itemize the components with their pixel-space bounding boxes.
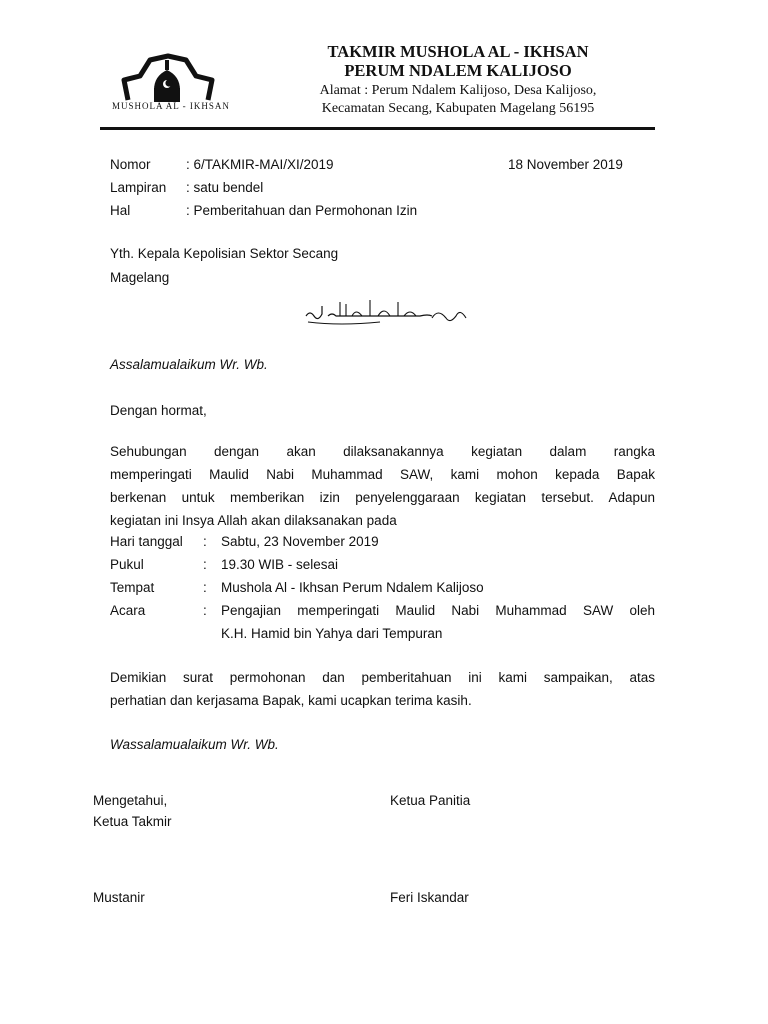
- para1-line-2: memperingati Maulid Nabi Muhammad SAW, kami mohon kepada Bapak: [110, 467, 655, 482]
- detail-label-time: Pukul: [110, 557, 144, 572]
- lampiran-value: : satu bendel: [186, 180, 264, 195]
- detail-value-event-2: K.H. Hamid bin Yahya dari Tempuran: [221, 626, 443, 641]
- address-line-2: Kecamatan Secang, Kabupaten Magelang 56195: [321, 101, 595, 116]
- signature-left-title: Mengetahui,: [93, 793, 168, 808]
- greeting: Dengan hormat,: [110, 403, 207, 418]
- detail-value-date: Sabtu, 23 November 2019: [221, 534, 379, 549]
- detail-colon: :: [203, 580, 207, 595]
- signature-right-role: Ketua Panitia: [390, 793, 471, 808]
- detail-label-event: Acara: [110, 603, 146, 618]
- detail-label-date: Hari tanggal: [110, 534, 183, 549]
- recipient-line-2: Magelang: [110, 270, 170, 285]
- basmalah-calligraphy-icon: [300, 296, 470, 330]
- para2-line-1: Demikian surat permohonan dan pemberitahuan ini kami sampaikan, atas: [110, 670, 655, 685]
- org-name: TAKMIR MUSHOLA AL - IKHSAN: [327, 42, 589, 61]
- letter-date: 18 November 2019: [508, 157, 623, 172]
- address-line-1: Alamat : Perum Ndalem Kalijoso, Desa Kalijoso,: [319, 83, 597, 98]
- detail-value-event: Pengajian memperingati Maulid Nabi Muhammad SAW oleh: [221, 603, 655, 618]
- nomor-value: : 6/TAKMIR-MAI/XI/2019: [186, 157, 334, 172]
- salam-open: Assalamualaikum Wr. Wb.: [110, 357, 268, 372]
- recipient-line-1: Yth. Kepala Kepolisian Sektor Secang: [110, 246, 339, 261]
- salam-close: Wassalamualaikum Wr. Wb.: [110, 737, 279, 752]
- detail-colon: :: [203, 603, 207, 618]
- para1-line-3: berkenan untuk memberikan izin penyelenggaraan kegiatan tersebut. Adapun: [110, 490, 655, 505]
- hal-value: : Pemberitahuan dan Permohonan Izin: [186, 203, 418, 218]
- signature-right-name: Feri Iskandar: [390, 890, 469, 905]
- detail-label-place: Tempat: [110, 580, 155, 595]
- lampiran-label: Lampiran: [110, 180, 167, 195]
- signature-left-name: Mustanir: [93, 890, 145, 905]
- nomor-label: Nomor: [110, 157, 151, 172]
- para1-line-1: Sehubungan dengan akan dilaksanakannya kegiatan dalam rangka: [110, 444, 655, 459]
- detail-colon: :: [203, 534, 207, 549]
- header-divider: [100, 127, 655, 130]
- logo-text: MUSHOLA AL - IKHSAN: [112, 101, 230, 111]
- detail-colon: :: [203, 557, 207, 572]
- para2-line-2: perhatian dan kerjasama Bapak, kami ucapkan terima kasih.: [110, 693, 472, 708]
- org-subname: PERUM NDALEM KALIJOSO: [344, 61, 572, 80]
- detail-value-place: Mushola Al - Ikhsan Perum Ndalem Kalijoso: [221, 580, 484, 595]
- detail-value-time: 19.30 WIB - selesai: [221, 557, 339, 572]
- signature-left-role: Ketua Takmir: [93, 814, 172, 829]
- para1-line-4: kegiatan ini Insya Allah akan dilaksanakan pada: [110, 513, 397, 528]
- hal-label: Hal: [110, 203, 131, 218]
